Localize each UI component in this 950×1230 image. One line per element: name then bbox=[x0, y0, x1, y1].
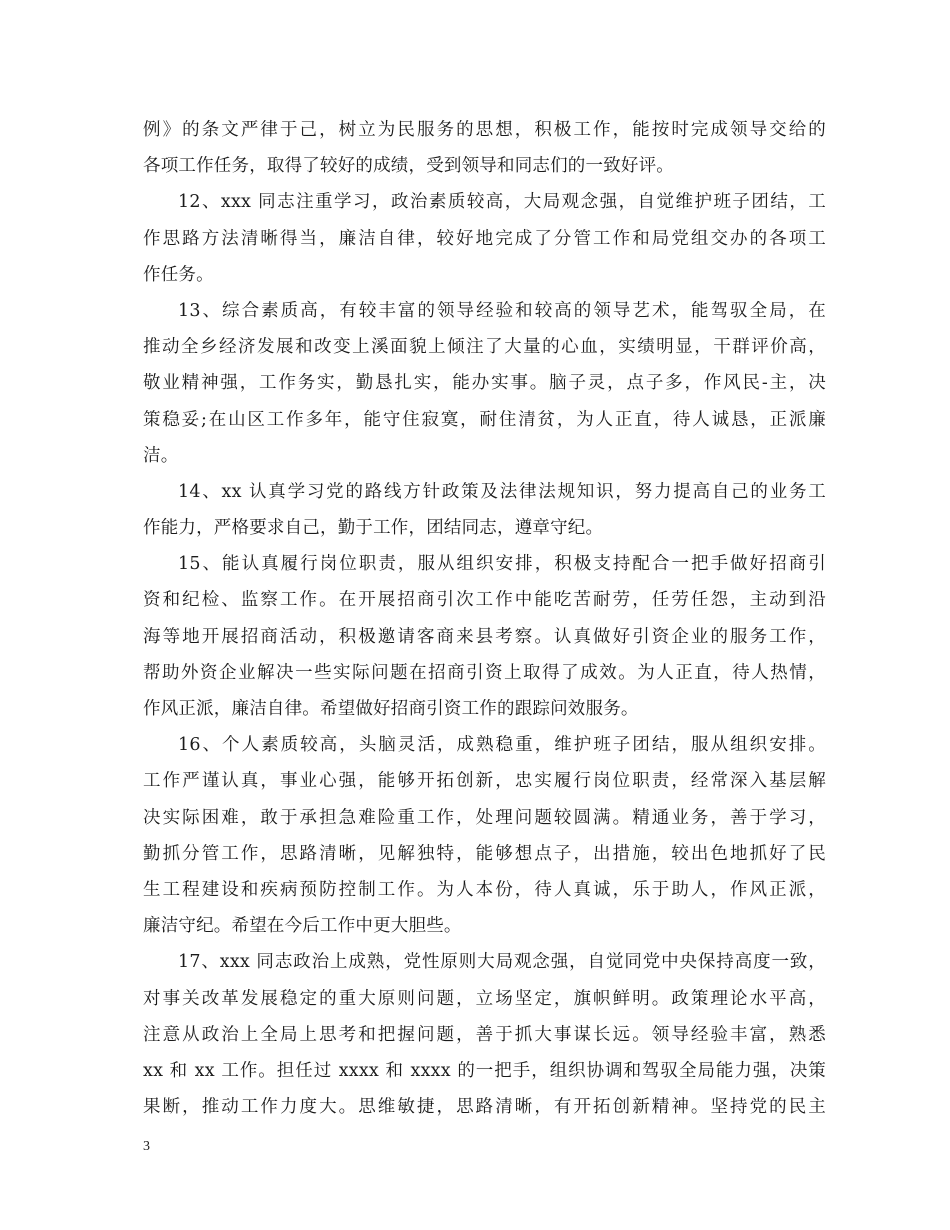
paragraph-12-line: 12、xxx 同志注重学习，政治素质较高，大局观念强，自觉维护班子团结，工 bbox=[178, 192, 826, 213]
text-line: 海等地开展招商活动，积极邀请客商来县考察。认真做好引资企业的服务工作， bbox=[143, 626, 826, 647]
text-line: 工作严谨认真，事业心强，能够开拓创新，忠实履行岗位职责，经常深入基层解 bbox=[143, 771, 826, 792]
text-line: 推动全乡经济发展和改变上溪面貌上倾注了大量的心血，实绩明显，干群评价高， bbox=[143, 337, 826, 358]
text-line: 洁。 bbox=[143, 445, 179, 466]
text-line: 各项工作任务，取得了较好的成绩，受到领导和同志们的一致好评。 bbox=[143, 156, 674, 177]
text-line: 生工程建设和疾病预防控制工作。为人本份，待人真诚，乐于助人，作风正派， bbox=[143, 879, 826, 900]
paragraph-14-line: 14、xx 认真学习党的路线方针政策及法律法规知识，努力提高自己的业务工 bbox=[178, 481, 826, 502]
text-line: xx 和 xx 工作。担任过 xxxx 和 xxxx 的一把手，组织协调和驾驭全局能力强，决策 bbox=[143, 1060, 826, 1081]
paragraph-15-line: 15、能认真履行岗位职责，服从组织安排，积极支持配合一把手做好招商引 bbox=[178, 554, 826, 575]
paragraph-16-line: 16、个人素质较高，头脑灵活，成熟稳重，维护班子团结，服从组织安排。 bbox=[178, 735, 826, 756]
paragraph-17-line: 17、xxx 同志政治上成熟，党性原则大局观念强，自觉同党中央保持高度一致， bbox=[178, 952, 826, 973]
text-line: 作风正派，廉洁自律。希望做好招商引资工作的跟踪问效服务。 bbox=[143, 699, 639, 719]
page-number: 3 bbox=[143, 1139, 150, 1154]
text-line: 对事关改革发展稳定的重大原则问题，立场坚定，旗帜鲜明。政策理论水平高， bbox=[143, 988, 826, 1009]
text-line: 策稳妥;在山区工作多年，能守住寂寞，耐住清贫，为人正直，待人诚恳，正派廉 bbox=[143, 409, 826, 430]
text-line: 作任务。 bbox=[143, 264, 214, 285]
text-line: 帮助外资企业解决一些实际问题在招商引资上取得了成效。为人正直，待人热情， bbox=[143, 662, 826, 683]
text-line: 例》的条文严律于己，树立为民服务的思想，积极工作，能按时完成领导交给的 bbox=[143, 120, 826, 140]
text-line: 勤抓分管工作，思路清晰，见解独特，能够想点子，出措施，较出色地抓好了民 bbox=[143, 843, 826, 864]
text-line: 注意从政治上全局上思考和把握问题，善于抓大事谋长远。领导经验丰富，熟悉 bbox=[143, 1024, 826, 1045]
text-line: 廉洁守纪。希望在今后工作中更大胆些。 bbox=[143, 916, 462, 937]
document-body bbox=[143, 112, 826, 1125]
text-line: 作能力，严格要求自己，勤于工作，团结同志，遵章守纪。 bbox=[143, 518, 604, 539]
text-line: 决实际困难，敢于承担急难险重工作，处理问题较圆满。精通业务，善于学习， bbox=[143, 807, 826, 828]
text-line: 敬业精神强，工作务实，勤恳扎实，能办实事。脑子灵，点子多，作风民-主，决 bbox=[143, 373, 826, 394]
text-line: 作思路方法清晰得当，廉洁自律，较好地完成了分管工作和局党组交办的各项工 bbox=[143, 228, 826, 249]
text-line: 资和纪检、监察工作。在开展招商引次工作中能吃苦耐劳，任劳任怨，主动到沿 bbox=[143, 590, 826, 611]
paragraph-13-line: 13、综合素质高，有较丰富的领导经验和较高的领导艺术，能驾驭全局，在 bbox=[178, 300, 826, 321]
text-line: 果断，推动工作力度大。思维敏捷，思路清晰，有开拓创新精神。坚持党的民主 bbox=[143, 1097, 826, 1118]
